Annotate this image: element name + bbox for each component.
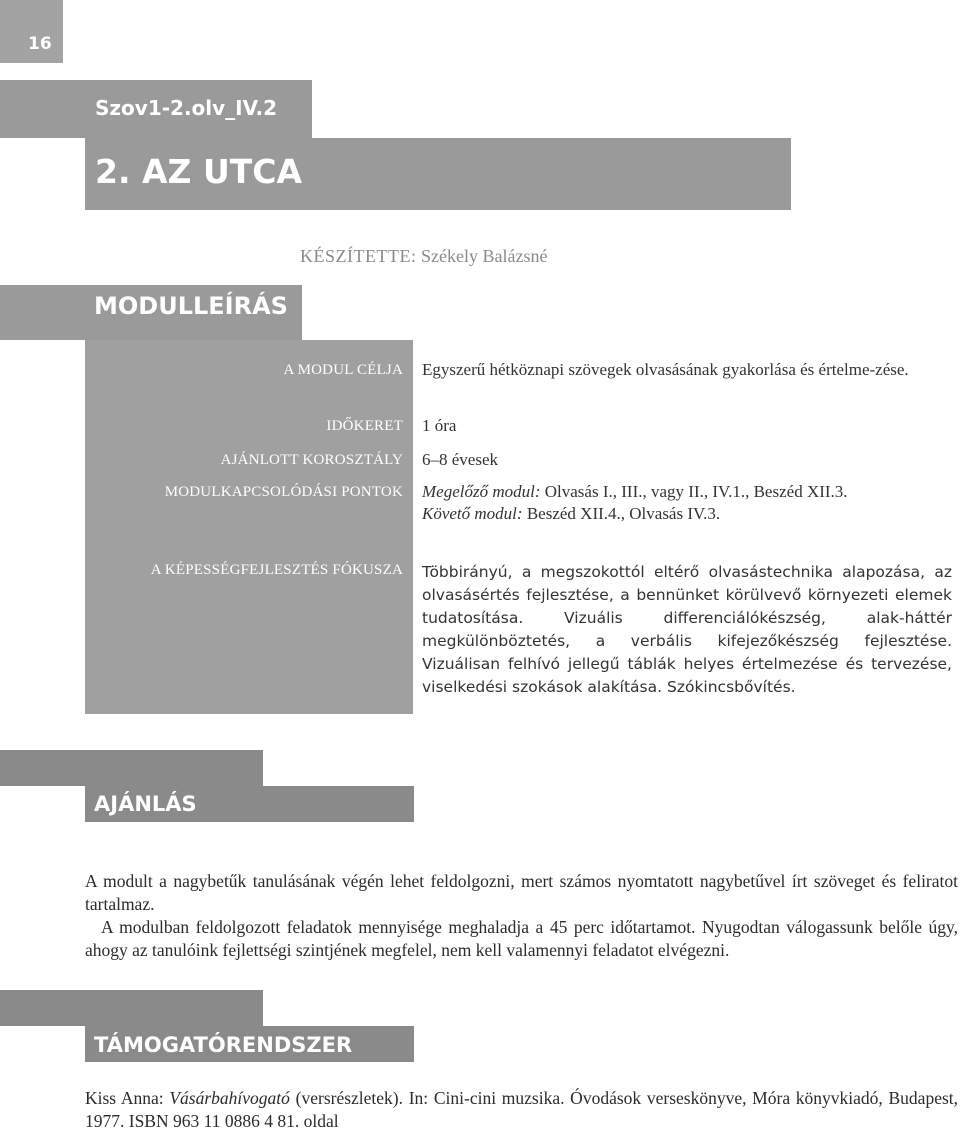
reference-author: Kiss Anna:: [85, 1088, 164, 1108]
label-column: [85, 340, 413, 714]
value-korosztaly: 6–8 évesek: [422, 450, 499, 469]
tamogato-tab: [0, 990, 263, 1026]
tamogato-reference: [85, 1087, 958, 1133]
value-kepessegfejlesztes: Többirányú, a megszokottól eltérő olvasástechnika alapozása, az olvasásértés fejlesztése, a bennünket körülvevő környezeti elemek tudatosítása. Vizuális differenciálókészség, alak-háttér megkülönböztetés, a verbális kifejezőkészség fejlesztése. Vizuálisan felhívó jellegű táblák helyes értelmezése és tervezése, viselkedési szokások alakítása. Szókincsbővítés.: [422, 563, 952, 696]
prev-module-line: [422, 481, 952, 503]
author-line: [300, 246, 547, 267]
reference-rest: (versrészletek). In: Cini-cini muzsika. Óvodások verseskönyve, Móra könyvkiadó, Budapest, 1977. ISBN 963 11 0886 4 81. oldal: [85, 1088, 959, 1131]
next-module-line: [422, 503, 952, 525]
label-modul-celja: A MODUL CÉLJA: [283, 362, 403, 378]
prev-module-label: Megelőző modul:: [422, 482, 541, 501]
reference-work: Vásárbahívogató: [169, 1088, 290, 1108]
page-number: 16: [28, 34, 52, 54]
next-module-label: Követő modul:: [422, 504, 523, 523]
page-title: 2. AZ UTCA: [95, 152, 303, 191]
tamogato-heading: TÁMOGATÓRENDSZER: [94, 1033, 353, 1057]
next-module-value: Beszéd XII.4., Olvasás IV.3.: [526, 504, 721, 523]
label-kapcsolodasi-pontok: MODULKAPCSOLÓDÁSI PONTOK: [164, 484, 403, 500]
ajanlas-paragraph-1: A modult a nagybetűk tanulásának végén lehet feldolgozni, mert számos nyomtatott nagybetűvel írt szöveget és feliratot tartalmaz.: [85, 871, 958, 914]
author-name: Székely Balázsné: [420, 246, 548, 266]
label-kepessegfejlesztes: A KÉPESSÉGFEJLESZTÉS FÓKUSZA: [150, 562, 403, 578]
module-code: Szov1-2.olv_IV.2: [95, 96, 278, 120]
label-korosztaly: AJÁNLOTT KOROSZTÁLY: [220, 452, 403, 468]
author-label: KÉSZÍTETTE:: [300, 246, 417, 266]
value-modul-celja: Egyszerű hétköznapi szövegek olvasásának gyakorlása és értelme-zése.: [422, 360, 909, 379]
value-idokeret: 1 óra: [422, 416, 457, 435]
modulleiras-heading: MODULLEÍRÁS: [94, 292, 288, 320]
ajanlas-heading: AJÁNLÁS: [94, 792, 197, 816]
label-idokeret: IDŐKERET: [326, 418, 403, 434]
prev-module-value: Olvasás I., III., vagy II., IV.1., Beszéd XII.3.: [544, 482, 848, 501]
ajanlas-tab: [0, 750, 263, 786]
value-kapcsolodasi-pontok: [422, 481, 952, 525]
ajanlas-paragraph-2: A modulban feldolgozott feladatok mennyisége meghaladja a 45 perc időtartamot. Nyugodtan válogassunk belőle úgy, ahogy az tanulóink fejlettségi szintjének megfelel, nem kell valamennyi feladatot elvégezni.: [85, 917, 958, 960]
